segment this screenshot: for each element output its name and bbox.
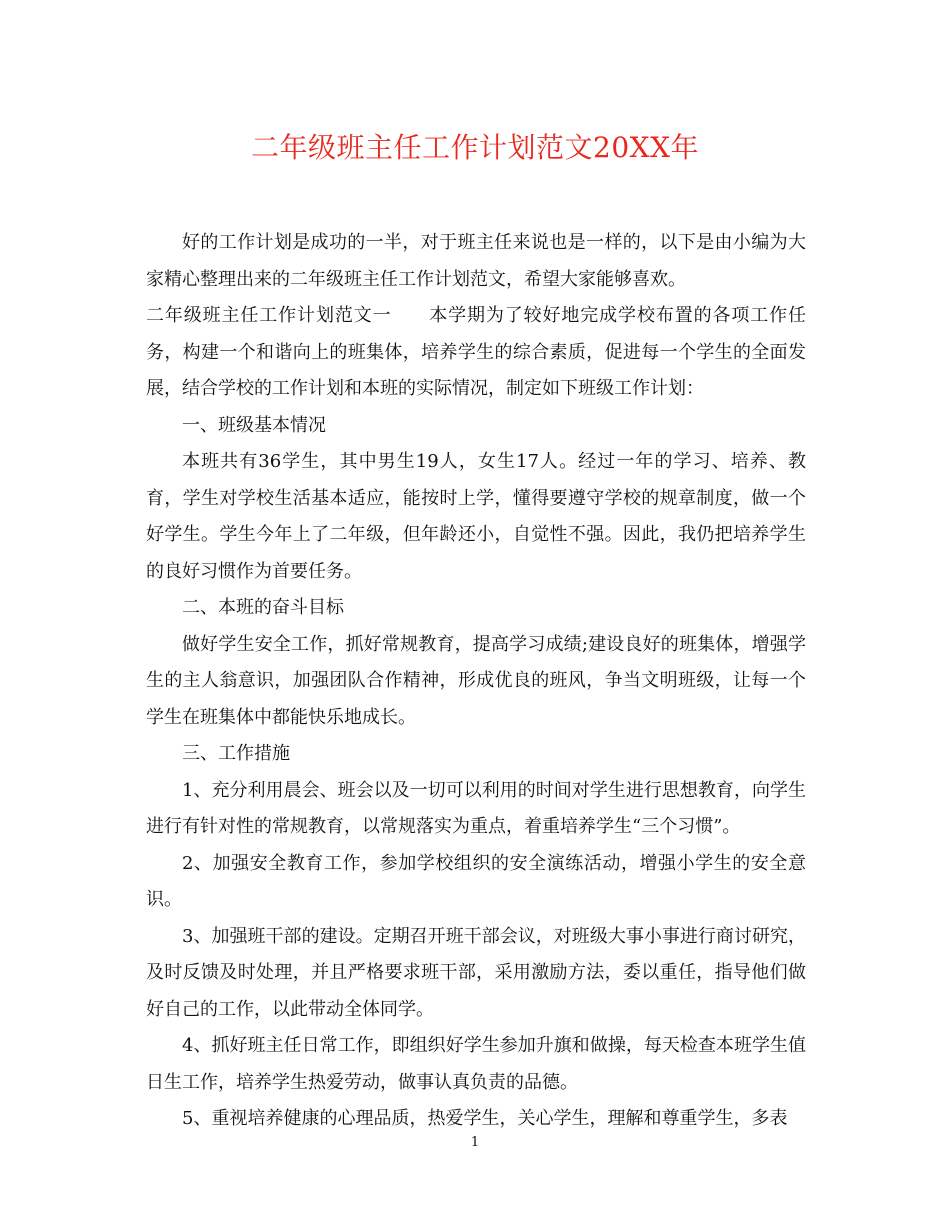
paragraph-class-goals: 做好学生安全工作，抓好常规教育，提高学习成绩;建设良好的班集体，增强学生的主人翁意识，加强团队合作精神，形成优良的班风，争当文明班级，让每一个学生在班集体中都能快乐地成长。 — [146, 633, 806, 728]
list-item-measure-1: 1、充分利用晨会、班会以及一切可以利用的时间对学生进行思想教育，向学生进行有针对性的常规教育，以常规落实为重点，着重培养学生“三个习惯”。 — [146, 779, 806, 837]
list-item-measure-3: 3、加强班干部的建设。定期召开班干部会议，对班级大事小事进行商讨研究，及时反馈及时处理，并且严格要求班干部，采用激励方法，委以重任，指导他们做好自己的工作，以此带动全体同学。 — [146, 925, 806, 1020]
list-item-measure-2: 2、加强安全教育工作，参加学校组织的安全演练活动，增强小学生的安全意识。 — [146, 852, 806, 910]
list-item-measure-5: 5、重视培养健康的心理品质，热爱学生，关心学生，理解和尊重学生，多表 — [182, 1108, 788, 1129]
page-number: 1 — [470, 1135, 480, 1150]
heading-class-goals: 二、本班的奋斗目标 — [182, 597, 344, 618]
document-body — [146, 225, 806, 1138]
list-item-measure-4: 4、抓好班主任日常工作，即组织好学生参加升旗和做操，每天检查本班学生值日生工作，培养学生热爱劳动，做事认真负责的品德。 — [146, 1035, 806, 1093]
paragraph-class-basic-info: 本班共有36学生，其中男生19人，女生17人。经过一年的学习、培养、教育，学生对学校生活基本适应，能按时上学，懂得要遵守学校的规章制度，做一个好学生。学生今年上了二年级，但年龄还小，自觉性不强。因此，我仍把培养学生的良好习惯作为首要任务。 — [146, 451, 806, 582]
paragraph-intro: 好的工作计划是成功的一半，对于班主任来说也是一样的，以下是由小编为大家精心整理出来的二年级班主任工作计划范文，希望大家能够喜欢。 — [146, 232, 806, 290]
heading-work-measures: 三、工作措施 — [182, 743, 290, 764]
paragraph-section-one-opening: 二年级班主任工作计划范文一 本学期为了较好地完成学校布置的各项工作任务，构建一个和谐向上的班集体，培养学生的综合素质，促进每一个学生的全面发展，结合学校的工作计划和本班的实际情况，制定如下班级工作计划： — [146, 305, 806, 399]
heading-class-basic-info: 一、班级基本情况 — [182, 414, 326, 436]
document-title: 二年级班主任工作计划范文20XX年 — [251, 131, 699, 164]
